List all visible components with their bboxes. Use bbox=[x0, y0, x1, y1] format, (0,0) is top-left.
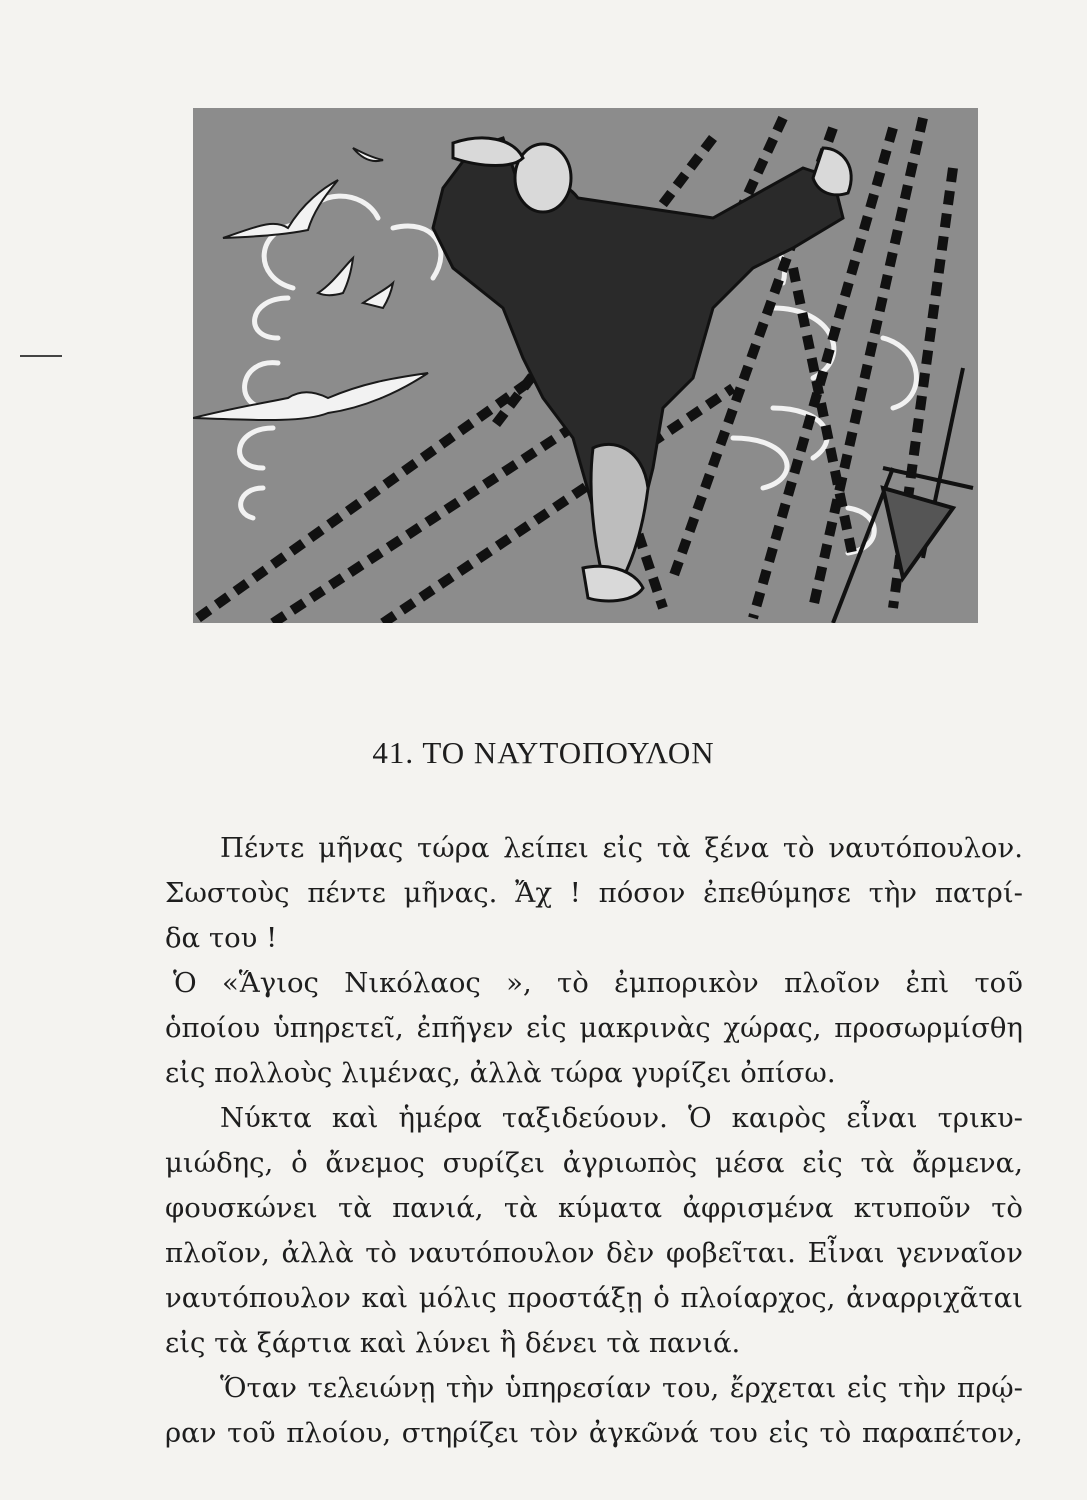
text-line: φουσκώνει τὰ πανιά, τὰ κύματα ἀφρισμένα κτυποῦν τὸ bbox=[165, 1192, 1023, 1224]
text-line: Σωστοὺς πέντε μῆνας. Ἄχ ! πόσον ἐπεθύμησε τὴν πατρί- bbox=[165, 877, 1023, 909]
sailor-on-mast-illustration bbox=[193, 108, 978, 623]
body-text bbox=[165, 826, 1023, 1456]
margin-mark bbox=[20, 355, 62, 357]
text-line: πλοῖον, ἀλλὰ τὸ ναυτόπουλον δὲν φοβεῖται. Εἶναι γενναῖον bbox=[165, 1237, 1023, 1269]
text-line: Ὅταν τελειώνῃ τὴν ὑπηρεσίαν του, ἔρχεται εἰς τὴν πρῴ- bbox=[220, 1372, 1023, 1404]
text-line: εἰς πολλοὺς λιμένας, ἀλλὰ τώρα γυρίζει ὀπίσω. bbox=[165, 1057, 836, 1089]
text-line: Ὁ «Ἅγιος Νικόλαος », τὸ ἐμπορικὸν πλοῖον ἐπὶ τοῦ bbox=[173, 967, 1023, 999]
chapter-title: 41. ΤΟ ΝΑΥΤΟΠΟΥΛΟΝ bbox=[372, 735, 715, 770]
text-line: εἰς τὰ ξάρτια καὶ λύνει ἢ δένει τὰ πανιά. bbox=[165, 1327, 741, 1359]
text-line: ναυτόπουλον καὶ μόλις προστάξῃ ὁ πλοίαρχος, ἀναρριχᾶται bbox=[165, 1282, 1023, 1314]
text-line: Πέντε μῆνας τώρα λείπει εἰς τὰ ξένα τὸ ναυτόπουλον. bbox=[220, 832, 1023, 864]
text-line: Νύκτα καὶ ἡμέρα ταξιδεύουν. Ὁ καιρὸς εἶναι τρικυ- bbox=[220, 1102, 1023, 1134]
text-line: ραν τοῦ πλοίου, στηρίζει τὸν ἀγκῶνά του εἰς τὸ παραπέτον, bbox=[165, 1417, 1023, 1449]
text-line: μιώδης, ὁ ἄνεμος συρίζει ἀγριωπὸς μέσα εἰς τὰ ἄρμενα, bbox=[165, 1147, 1023, 1179]
text-line: ὁποίου ὑπηρετεῖ, ἐπῆγεν εἰς μακρινὰς χώρας, προσωρμίσθη bbox=[165, 1012, 1023, 1044]
text-line: δα του ! bbox=[165, 922, 278, 954]
